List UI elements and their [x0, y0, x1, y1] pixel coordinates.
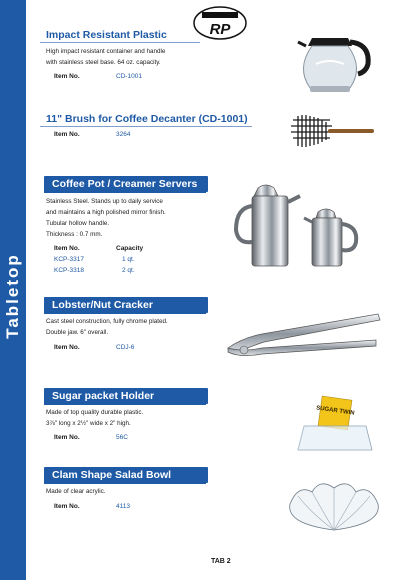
coffee-pot-image — [222, 182, 372, 278]
brush-image — [288, 112, 378, 150]
product-desc-coffee-pot: Stainless Steel. Stands up to daily service and maintains a high polished mirror finish. Tubular hollow handle. Thickness : 0.7 mm. — [46, 198, 166, 238]
item-label: Item No. — [54, 73, 80, 80]
product-desc-cracker: Cast steel construction, fully chrome plated. Double jaw. 6" overall. — [46, 318, 168, 336]
product-desc-salad-bowl: Made of clear acrylic. — [46, 488, 106, 495]
logo-text: RP — [209, 21, 231, 38]
salad-bowl-image — [282, 474, 386, 536]
brand-logo — [193, 6, 247, 40]
table-header: Item No. Capacity — [54, 245, 144, 252]
item-label: Item No. — [54, 131, 80, 138]
product-desc-decanter: High impact resistant container and handle with stainless steel base. 64 oz. capacity. — [46, 48, 166, 66]
item-value: 56C — [116, 434, 128, 441]
nut-cracker-image — [222, 308, 382, 360]
title-underline — [44, 482, 206, 484]
item-value: CD-1001 — [116, 73, 143, 80]
title-rule — [40, 42, 200, 43]
product-title-cracker: Lobster/Nut Cracker — [44, 297, 208, 313]
title-underline — [44, 312, 206, 314]
product-title-decanter: Impact Resistant Plastic — [46, 29, 167, 41]
product-desc-sugar-holder: Made of top quality durable plastic. 3⅞" long x 2½" wide x 2" high. — [46, 409, 144, 427]
item-label: Item No. — [54, 503, 80, 510]
coffee-decanter-image — [290, 34, 380, 96]
product-title-sugar-holder: Sugar packet Holder — [44, 388, 208, 404]
item-value: 3264 — [116, 131, 131, 138]
item-row-decanter — [54, 73, 142, 80]
product-title-brush: 11" Brush for Coffee Decanter (CD-1001) — [46, 113, 248, 125]
item-value: CDJ-6 — [116, 344, 135, 351]
capacity-table — [54, 245, 143, 274]
sidebar — [0, 0, 26, 580]
item-label: Item No. — [54, 344, 80, 351]
product-title-salad-bowl: Clam Shape Salad Bowl — [44, 467, 208, 483]
product-title-coffee-pot: Coffee Pot / Creamer Servers — [44, 176, 208, 192]
item-row-salad-bowl — [54, 503, 130, 510]
title-underline — [44, 191, 206, 193]
item-label: Item No. — [54, 434, 80, 441]
page-number: TAB 2 — [211, 558, 231, 565]
table-row: KCP-3317 1 qt. — [54, 256, 135, 263]
item-row-cracker — [54, 344, 134, 351]
sugar-holder-image — [290, 392, 380, 458]
title-rule — [40, 126, 252, 127]
item-value: 4113 — [116, 503, 130, 510]
title-underline — [44, 403, 206, 405]
item-row-brush — [54, 131, 130, 138]
item-row-sugar-holder — [54, 434, 128, 441]
table-row: KCP-3318 2 qt. — [54, 267, 135, 274]
sugar-packet-text: SUGAR TWIN — [315, 405, 355, 417]
sidebar-label: Tabletop — [3, 253, 22, 339]
